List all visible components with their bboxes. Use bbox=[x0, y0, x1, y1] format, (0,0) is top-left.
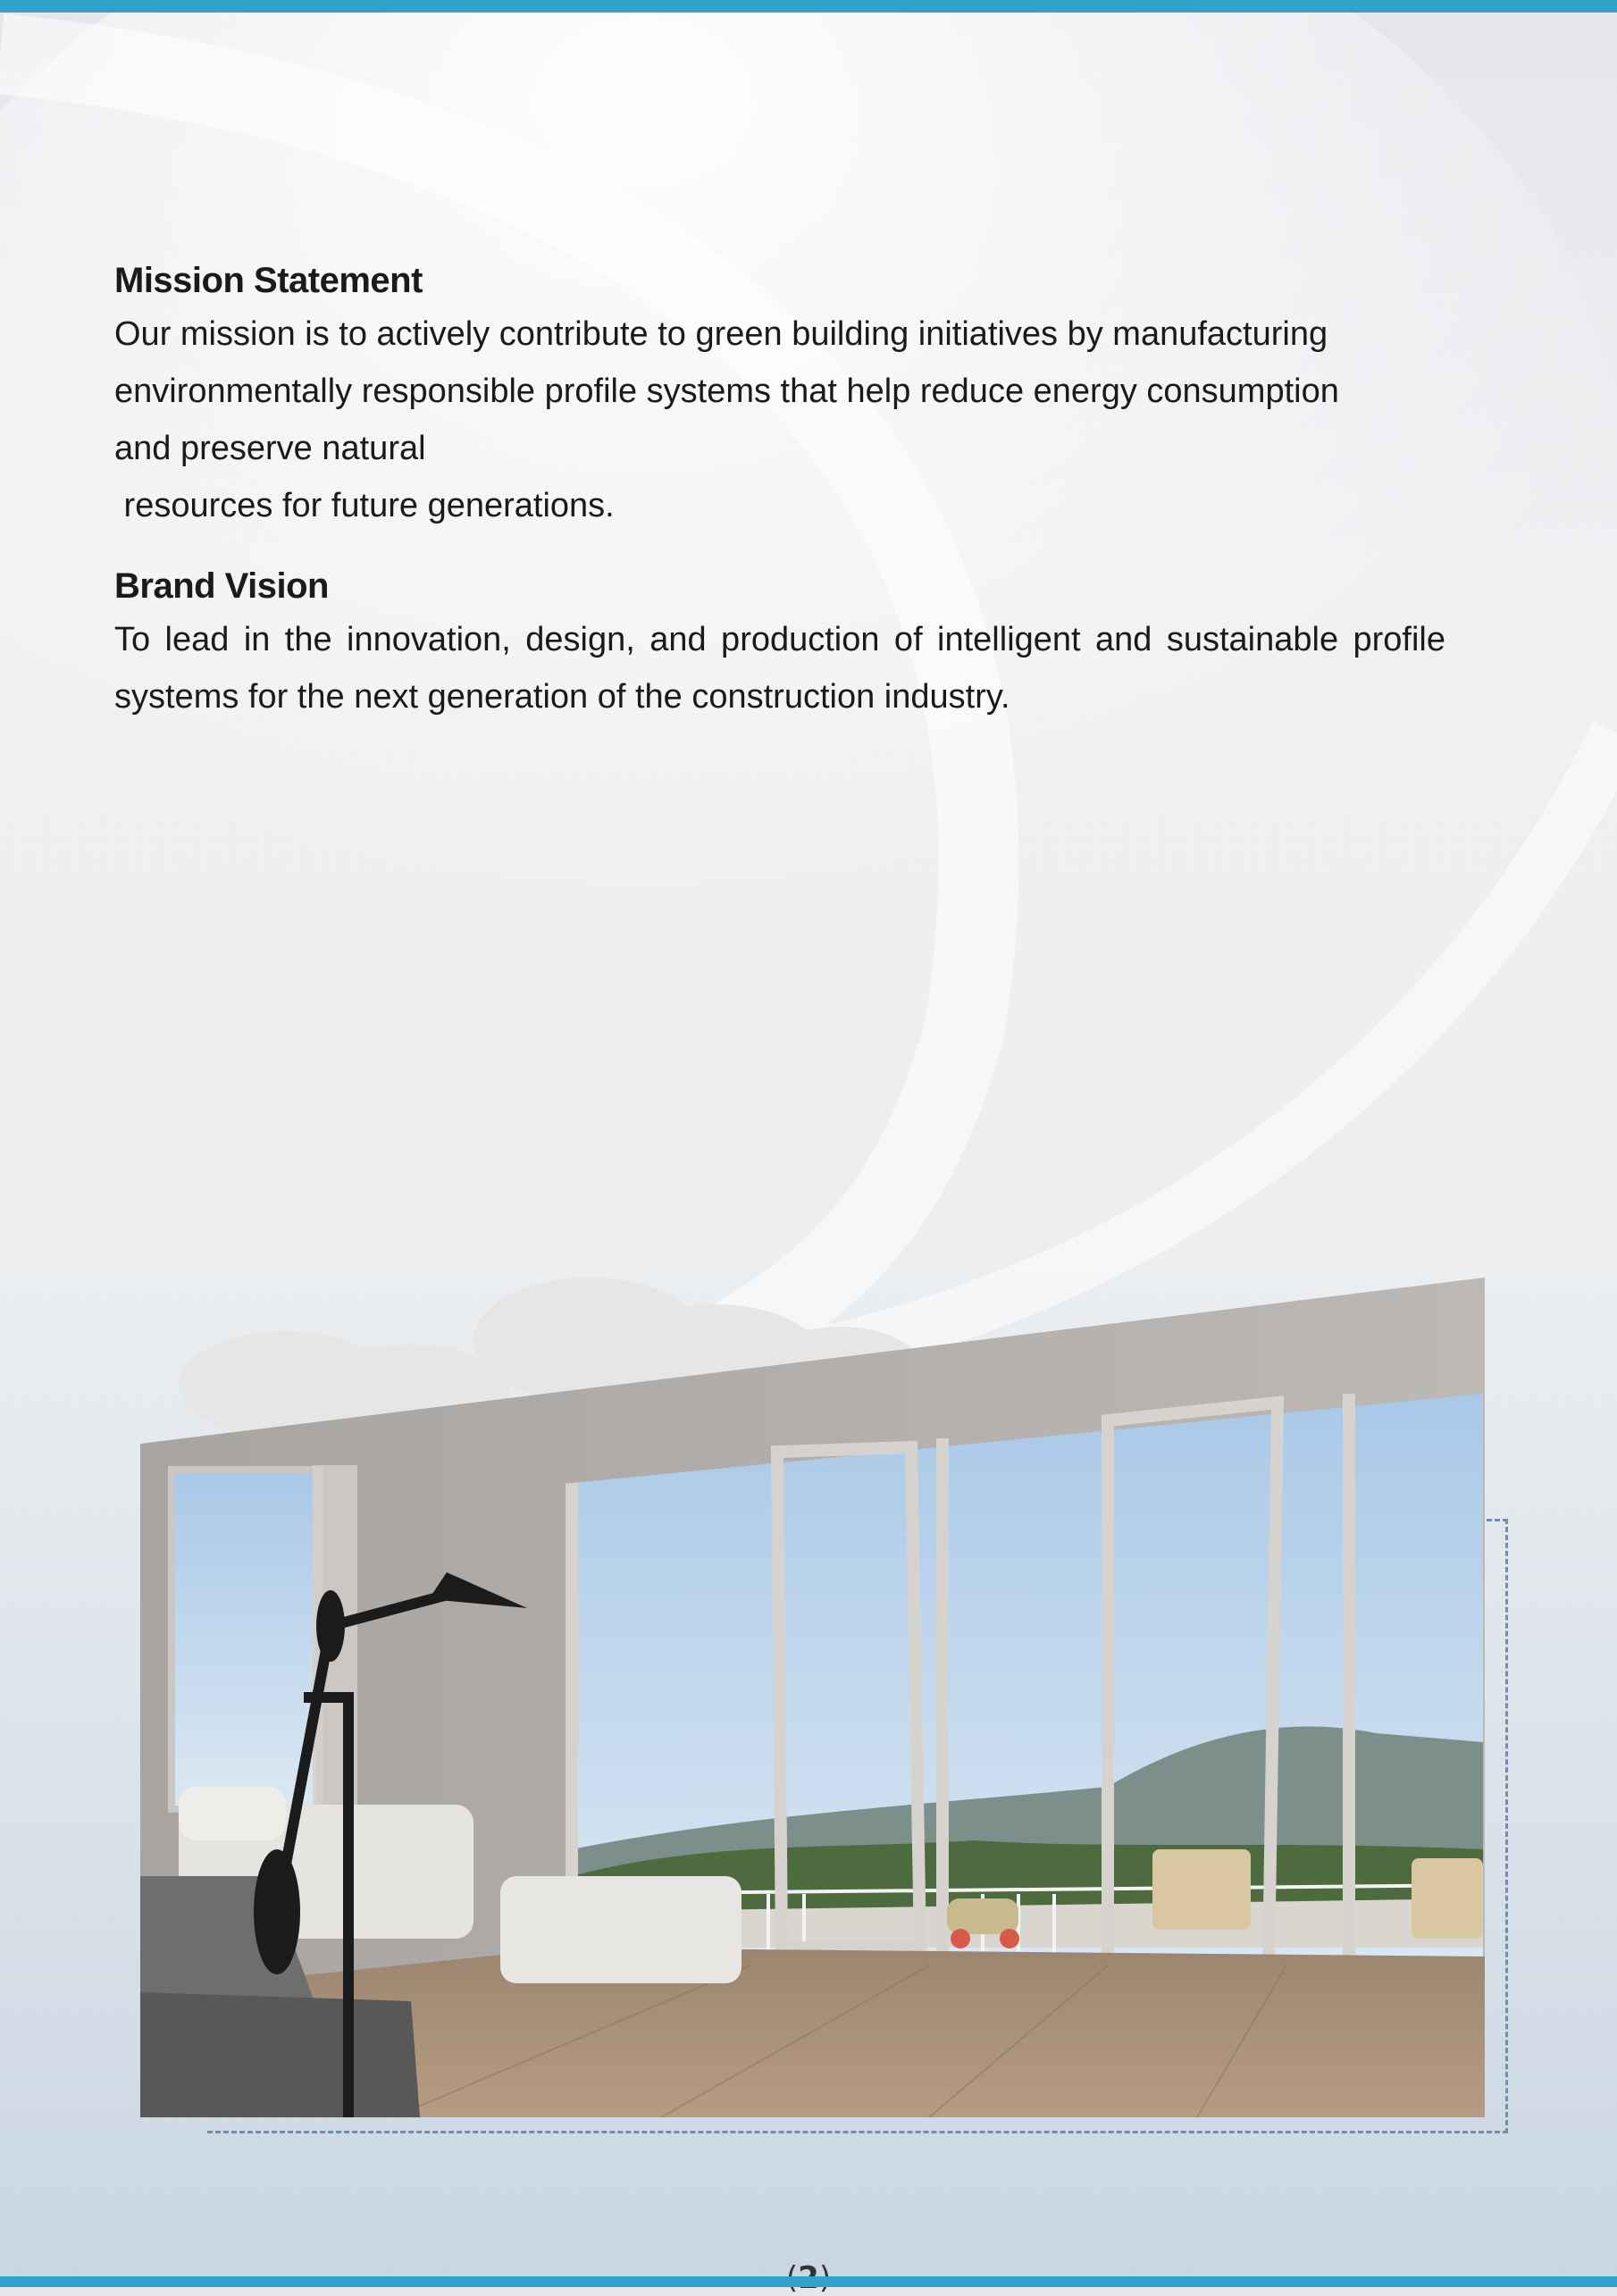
top-accent-bar bbox=[0, 0, 1617, 13]
page-content bbox=[114, 256, 1445, 725]
mission-line-3: and preserve natural bbox=[114, 430, 426, 467]
interior-photo bbox=[125, 1233, 1485, 2117]
mission-line-2: environmentally responsible profile systems that help reduce energy consumption bbox=[114, 373, 1339, 410]
mission-line-4: resources for future generations. bbox=[114, 487, 615, 524]
vision-heading: Brand Vision bbox=[114, 566, 329, 606]
mission-line-1: Our mission is to actively contribute to green building initiatives by manufacturing bbox=[114, 315, 1328, 353]
vision-text: To lead in the innovation, design, and production of intelligent and sustainable profile systems for the next generation of the construction industry. bbox=[114, 621, 1445, 716]
bottom-accent-bar bbox=[0, 2276, 1617, 2287]
mission-heading: Mission Statement bbox=[114, 261, 423, 300]
